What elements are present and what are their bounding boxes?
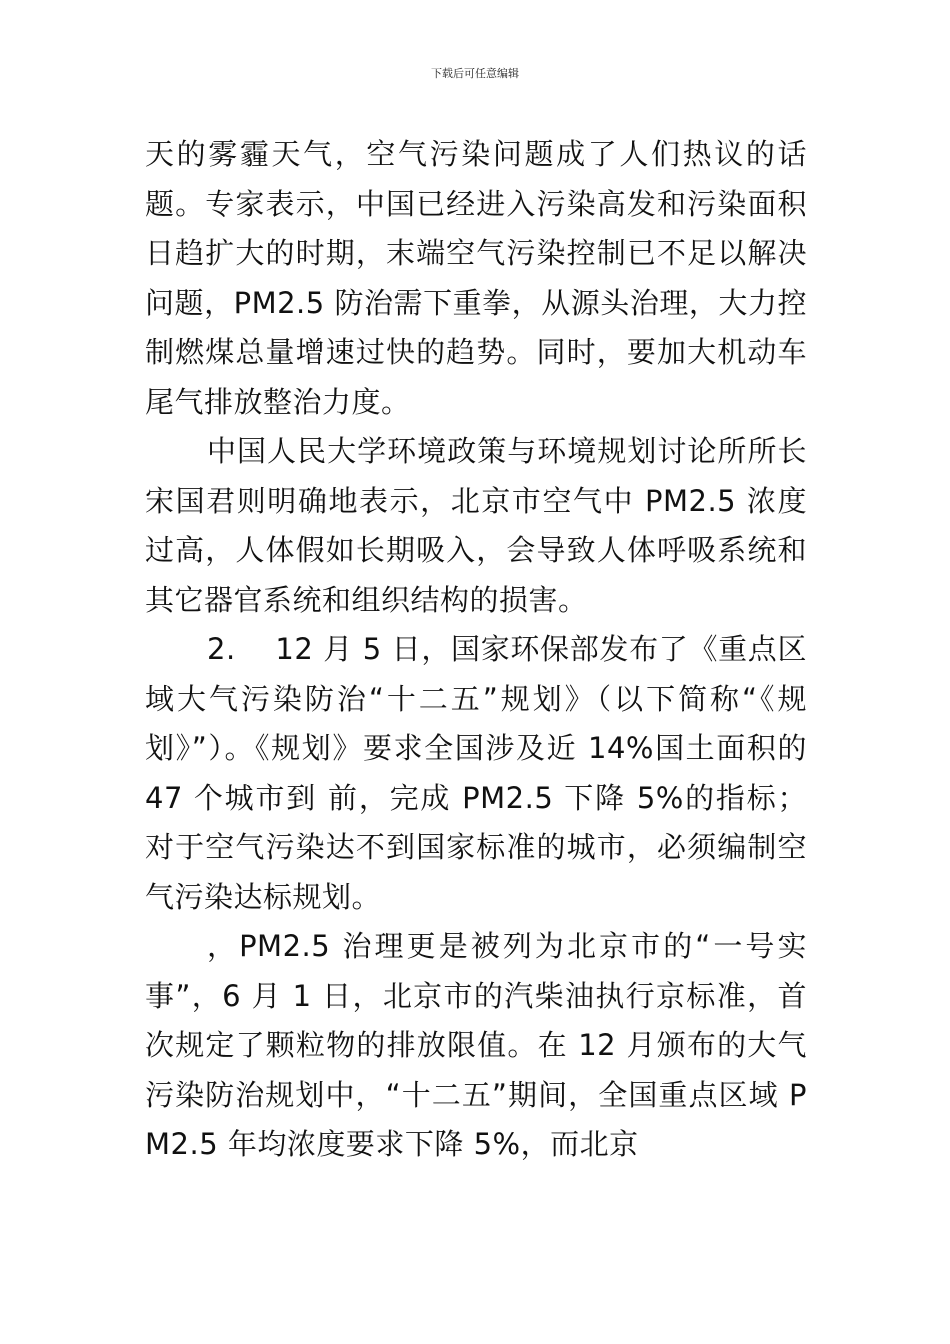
document-body <box>145 130 807 1170</box>
paragraph-4: ，PM2.5 治理更是被列为北京市的“一号实事”，6 月 1 日，北京市的汽柴油执行京标准，首次规定了颗粒物的排放限值。在 12 月颁布的大气污染防治规划中，“十二五”期间，全国重点区域 PM2.5 年均浓度要求下降 5%，而北京 <box>145 929 807 1161</box>
paragraph-1: 天的雾霾天气，空气污染问题成了人们热议的话题。专家表示，中国已经进入污染高发和污染面积日趋扩大的时期，末端空气污染控制已不足以解决问题，PM2.5 防治需下重拳，从源头治理，大力控制燃煤总量增速过快的趋势。同时，要加大机动车尾气排放整治力度。 <box>145 137 807 419</box>
paragraph-3: 2. 12 月 5 日，国家环保部发布了《重点区域大气污染防治“十二五”规划》（以下简称“《规划》”）。《规划》要求全国涉及近 14%国土面积的 47 个城市到 前，完成 PM2.5 下降 5%的指标；对于空气污染达不到国家标准的城市，必须编制空气污染达标规划。 <box>145 632 807 914</box>
page-header-note: 下载后可任意编辑 <box>431 67 519 80</box>
paragraph-2: 中国人民大学环境政策与环境规划讨论所所长宋国君则明确地表示，北京市空气中 PM2.5 浓度过高，人体假如长期吸入，会导致人体呼吸系统和其它器官系统和组织结构的损害。 <box>145 434 807 617</box>
